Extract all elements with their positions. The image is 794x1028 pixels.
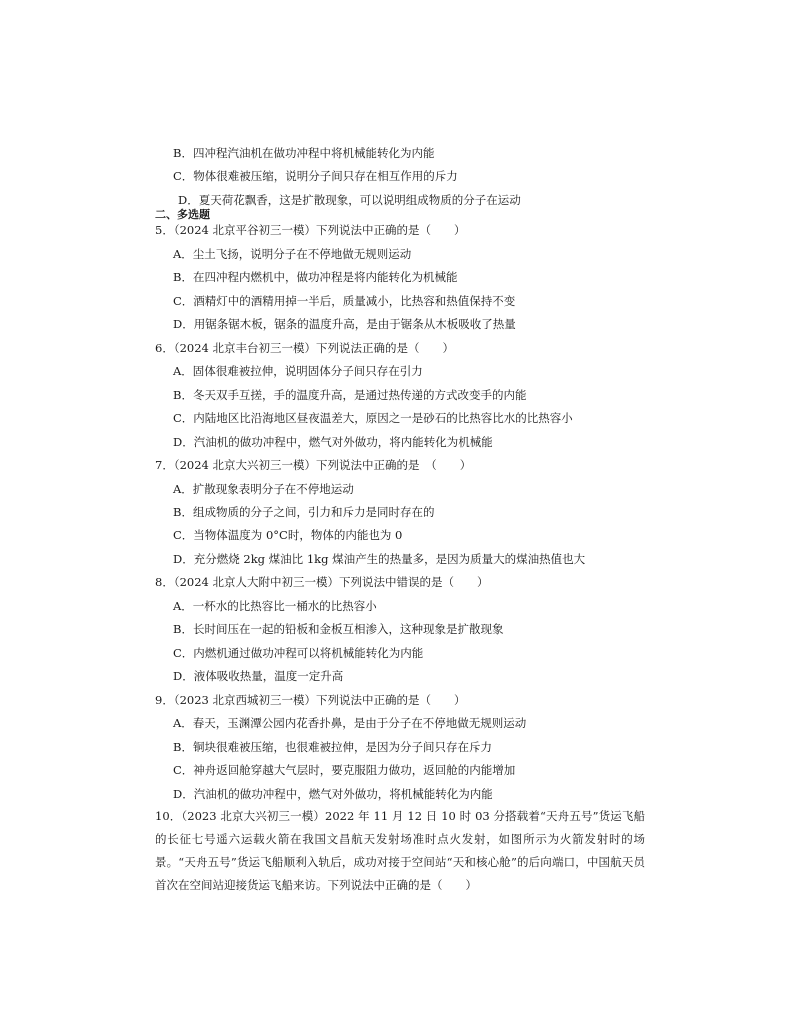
question-7-option-c: C．当物体温度为 0°C时，物体的内能也为 0 bbox=[173, 528, 403, 542]
question-7-option-b: B．组成物质的分子之间，引力和斥力是同时存在的 bbox=[173, 505, 435, 519]
prev-option-d: D．夏天荷花飘香，这是扩散现象，可以说明组成物质的分子在运动 bbox=[178, 193, 521, 207]
question-9-option-b: B．铜块很难被压缩，也很难被拉伸，是因为分子间只存在斥力 bbox=[173, 740, 492, 754]
question-8-stem: 8．（2024 北京人大附中初三一模）下列说法中错误的是（ ） bbox=[155, 575, 489, 589]
question-8-option-d: D．液体吸收热量，温度一定升高 bbox=[173, 669, 344, 683]
question-6-stem: 6．（2024 北京丰台初三一模）下列说法正确的是（ ） bbox=[155, 341, 454, 355]
question-10-text: 10．（2023 北京大兴初三一模）2022 年 11 月 12 日 10 时 03 分搭载着“天舟五号”货运飞船的长征七号遥六运载火箭在我国文昌航天发射场准时点火发射，如图所示为火箭发射时的场景。“天舟五号”货运飞船顺利入轨后，成功对接于空间站“天和核心舱”的后向端口，中国航天员首次在空间站迎接货运飞船来访。下列说法中正确的是（ ） bbox=[155, 809, 645, 892]
question-9-option-c: C．神舟返回舱穿越大气层时，要克服阻力做功，返回舱的内能增加 bbox=[173, 763, 516, 777]
prev-option-b: B．四冲程汽油机在做功冲程中将机械能转化为内能 bbox=[173, 146, 435, 160]
question-9-option-d: D．汽油机的做功冲程中，燃气对外做功，将机械能转化为内能 bbox=[173, 787, 493, 801]
question-7-option-a: A．扩散现象表明分子在不停地运动 bbox=[173, 482, 354, 496]
section-title: 二、多选题 bbox=[155, 208, 210, 221]
question-8-option-b: B．长时间压在一起的铅板和金板互相渗入，这种现象是扩散现象 bbox=[173, 622, 504, 636]
question-6-option-d: D．汽油机的做功冲程中，燃气对外做功，将内能转化为机械能 bbox=[173, 435, 493, 449]
question-5-option-b: B．在四冲程内燃机中，做功冲程是将内能转化为机械能 bbox=[173, 270, 458, 284]
question-7-stem: 7．（2024 北京大兴初三一模）下列说法中正确的是 （ ） bbox=[155, 458, 472, 472]
question-6-option-c: C．内陆地区比沿海地区昼夜温差大，原因之一是砂石的比热容比水的比热容小 bbox=[173, 411, 573, 425]
question-8-option-c: C．内燃机通过做功冲程可以将机械能转化为内能 bbox=[173, 646, 424, 660]
question-9-stem: 9．（2023 北京西城初三一模）下列说法中正确的是（ ） bbox=[155, 693, 466, 707]
question-5-stem: 5．（2024 北京平谷初三一模）下列说法中正确的是（ ） bbox=[155, 223, 466, 237]
question-5-option-a: A．尘土飞扬，说明分子在不停地做无规则运动 bbox=[173, 247, 412, 261]
question-6-option-a: A．固体很难被拉伸，说明固体分子间只存在引力 bbox=[173, 364, 423, 378]
prev-option-c: C．物体很难被压缩，说明分子间只存在相互作用的斥力 bbox=[173, 169, 458, 183]
question-6-option-b: B．冬天双手互搓，手的温度升高，是通过热传递的方式改变手的内能 bbox=[173, 388, 527, 402]
question-8-option-a: A．一杯水的比热容比一桶水的比热容小 bbox=[173, 599, 377, 613]
question-9-option-a: A．春天，玉渊潭公园内花香扑鼻，是由于分子在不停地做无规则运动 bbox=[173, 716, 527, 730]
question-5-option-d: D．用锯条锯木板，锯条的温度升高，是由于锯条从木板吸收了热量 bbox=[173, 317, 516, 331]
question-7-option-d: D．充分燃烧 2kg 煤油比 1kg 煤油产生的热量多，是因为质量大的煤油热值也大 bbox=[173, 552, 586, 566]
question-5-option-c: C．酒精灯中的酒精用掉一半后，质量减小，比热容和热值保持不变 bbox=[173, 294, 516, 308]
